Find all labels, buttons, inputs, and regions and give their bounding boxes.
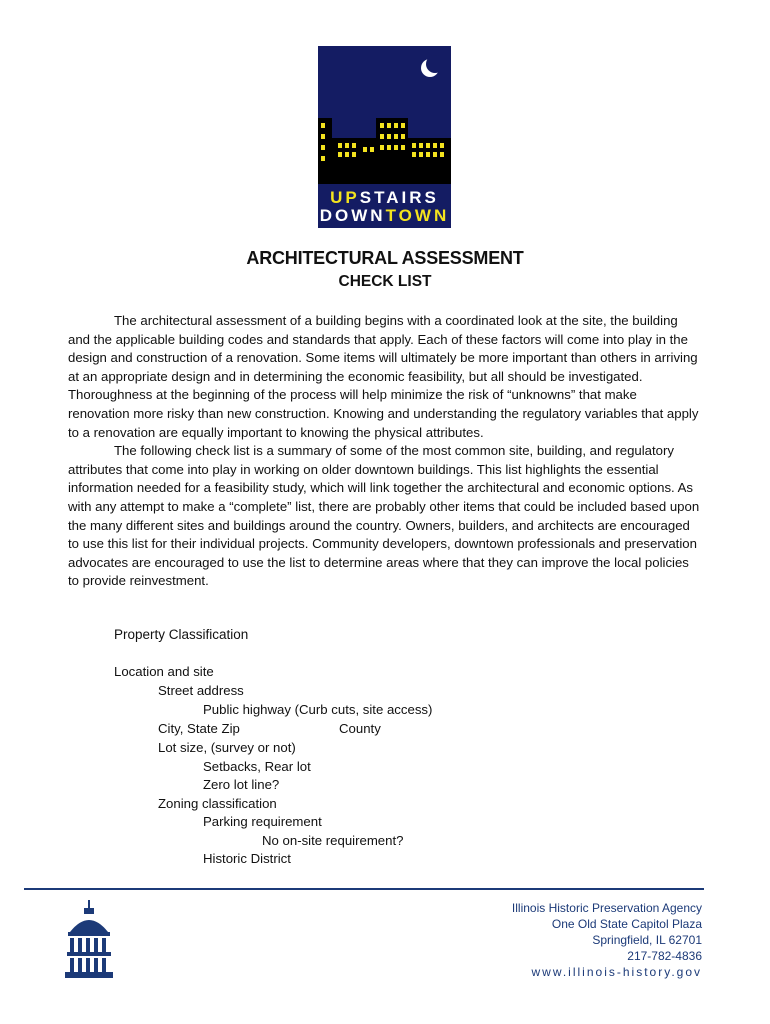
paragraph-1: The architectural assessment of a building begins with a coordinated look at the site, the building and the applicable building codes and standards that apply. Each of these factors will come into play in the design and construction of a renovation. Some items will ultimately be more important than others in arriving at an appropriate design and in determining the economic feasibility, but all should be investigated. Thoroughness at the beginning of the process will help minimize the risk of “unknowns” that make renovation more risky than new construction. Knowing and understanding the regulatory variables that apply to a renovation are equally important to knowing the physical attributes. xyxy=(68,313,699,440)
checklist-item-street-address: Street address xyxy=(158,683,244,698)
page-title: ARCHITECTURAL ASSESSMENT xyxy=(246,248,524,268)
checklist-item-city-state-zip: City, State Zip xyxy=(158,721,240,736)
agency-address-line1: One Old State Capitol Plaza xyxy=(551,917,702,931)
checklist-item-location: Location and site xyxy=(114,664,214,679)
page-subtitle: CHECK LIST xyxy=(338,273,432,290)
checklist-item-county: County xyxy=(339,721,381,736)
logo-word-downtown: DOWNTOWN xyxy=(319,206,450,225)
agency-contact xyxy=(512,900,702,980)
checklist-item-lot-size: Lot size, (survey or not) xyxy=(158,740,296,755)
checklist-item-parking: Parking requirement xyxy=(203,814,322,829)
upstairs-downtown-logo xyxy=(318,46,451,228)
agency-address-line2: Springfield, IL 62701 xyxy=(592,933,702,947)
section-heading: Property Classification xyxy=(114,627,249,642)
footer-divider xyxy=(24,888,704,890)
agency-website-link[interactable]: www.illinois-history.gov xyxy=(531,965,702,979)
logo-word-upstairs: UPSTAIRS xyxy=(330,188,439,207)
checklist-item-historic-district: Historic District xyxy=(203,851,291,866)
checklist-item-zoning: Zoning classification xyxy=(158,796,277,811)
capitol-dome-icon xyxy=(64,900,114,980)
agency-name: Illinois Historic Preservation Agency xyxy=(511,901,702,915)
checklist-item-public-highway: Public highway (Curb cuts, site access) xyxy=(203,702,433,717)
checklist-item-no-onsite: No on-site requirement? xyxy=(262,833,404,848)
checklist-item-zero-lot-line: Zero lot line? xyxy=(203,777,280,792)
paragraph-2: The following check list is a summary of some of the most common site, building, and regulatory attributes that come into play in working on older downtown buildings. This list highlights the essential information needed for a feasibility study, which will link together the architectural and economic options. As with any attempt to make a “complete” list, there are probably other items that could be included based upon the many different sites and buildings around the country. Owners, builders, and architects are encouraged to use this list for their individual projects. Community developers, downtown professionals and preservation advocates are encouraged to use the list to determine areas where that they can improve the local policies to provide reinvestment. xyxy=(68,443,700,589)
agency-phone: 217-782-4836 xyxy=(627,949,702,963)
intro-text xyxy=(68,312,700,591)
checklist-item-setbacks: Setbacks, Rear lot xyxy=(203,759,311,774)
